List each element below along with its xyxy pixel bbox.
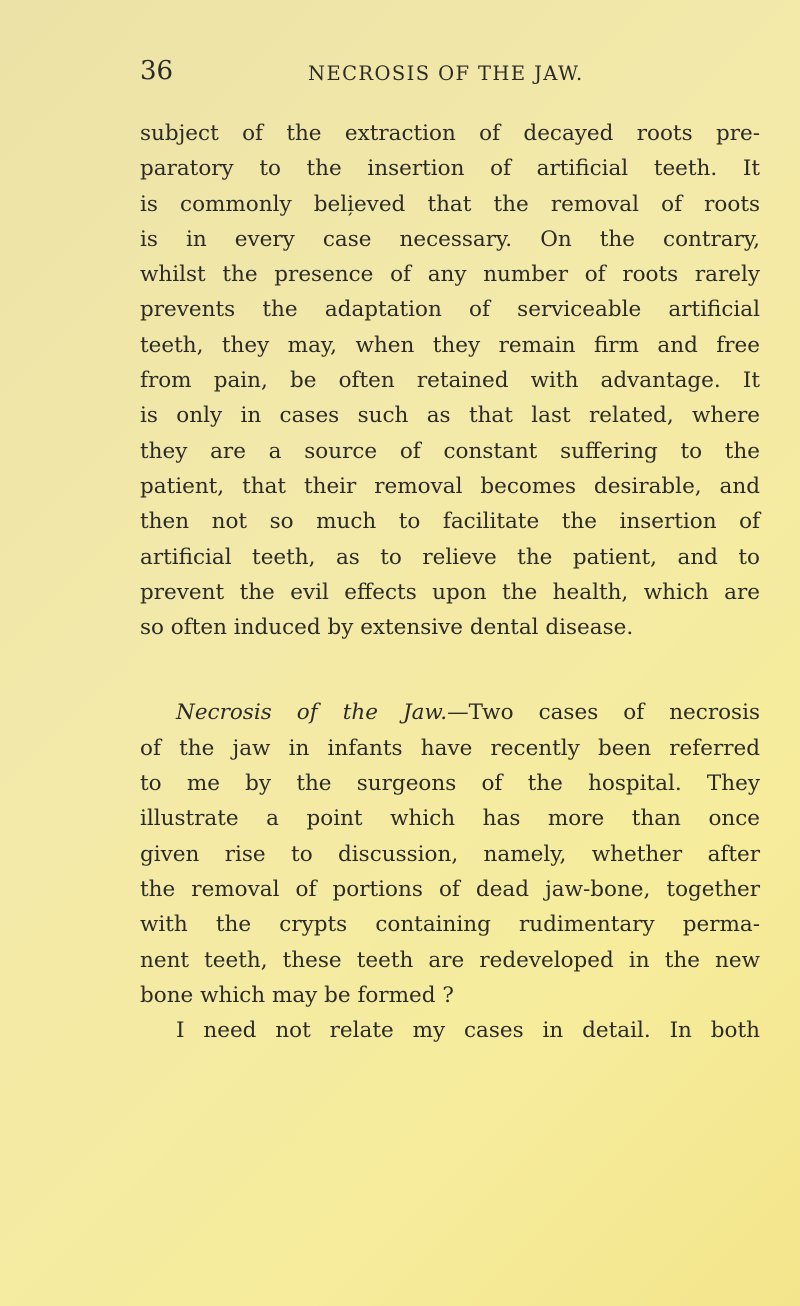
text-line: prevent the evil effects upon the health, which are — [140, 579, 760, 605]
text-line: to me by the surgeons of the hospital. They — [140, 771, 760, 797]
text-line: with the crypts containing rudimentary perma- — [140, 912, 760, 938]
text-line: bone which may be formed ? — [140, 982, 454, 1008]
text-run: —Two cases of necrosis — [447, 700, 760, 726]
page-header — [140, 56, 760, 96]
text-line: teeth, they may, when they remain firm and free — [140, 332, 760, 358]
text-line: they are a source of constant suffering to the — [140, 438, 760, 464]
text-line: of the jaw in infants have recently been referred — [140, 735, 760, 761]
text-line: subject of the extraction of decayed roots pre- — [140, 121, 760, 146]
paragraph-necrosis — [140, 695, 760, 1013]
text-line: is commonly beli̦eved that the removal of roots — [140, 191, 760, 217]
text-line: patient, that their removal becomes desirable, and — [140, 473, 760, 499]
text-line: the removal of portions of dead jaw-bone, together — [140, 876, 760, 902]
text-line — [140, 695, 760, 730]
running-head: NECROSIS OF THE JAW. — [308, 62, 584, 85]
text-line: prevents the adaptation of serviceable artificial — [140, 297, 760, 323]
page-number: 36 — [140, 56, 174, 86]
text-line: paratory to the insertion of artificial teeth. It — [140, 156, 760, 182]
text-line: then not so much to facilitate the insertion of — [140, 509, 760, 535]
body-text — [140, 116, 760, 1048]
text-line: I need not relate my cases in detail. In both — [176, 1018, 760, 1044]
text-line: artificial teeth, as to relieve the patient, and to — [140, 544, 760, 570]
text-line: nent teeth, these teeth are redeveloped in the new — [140, 947, 760, 973]
paragraph-roots — [140, 116, 760, 645]
text-line: given rise to discussion, namely, whether after — [140, 841, 760, 867]
section-heading: Necrosis of the Jaw. — [176, 700, 448, 726]
paragraph-gap — [140, 645, 760, 695]
text-line: is in every case necessary. On the contrary, — [140, 226, 760, 252]
text-line: from pain, be often retained with advantage. It — [140, 368, 760, 394]
text-line: whilst the presence of any number of roots rarely — [140, 262, 760, 288]
paragraph-detail — [140, 1013, 760, 1048]
text-line: so often induced by extensive dental disease. — [140, 615, 634, 641]
text-line: illustrate a point which has more than once — [140, 806, 760, 832]
text-line: is only in cases such as that last related, where — [140, 403, 760, 429]
